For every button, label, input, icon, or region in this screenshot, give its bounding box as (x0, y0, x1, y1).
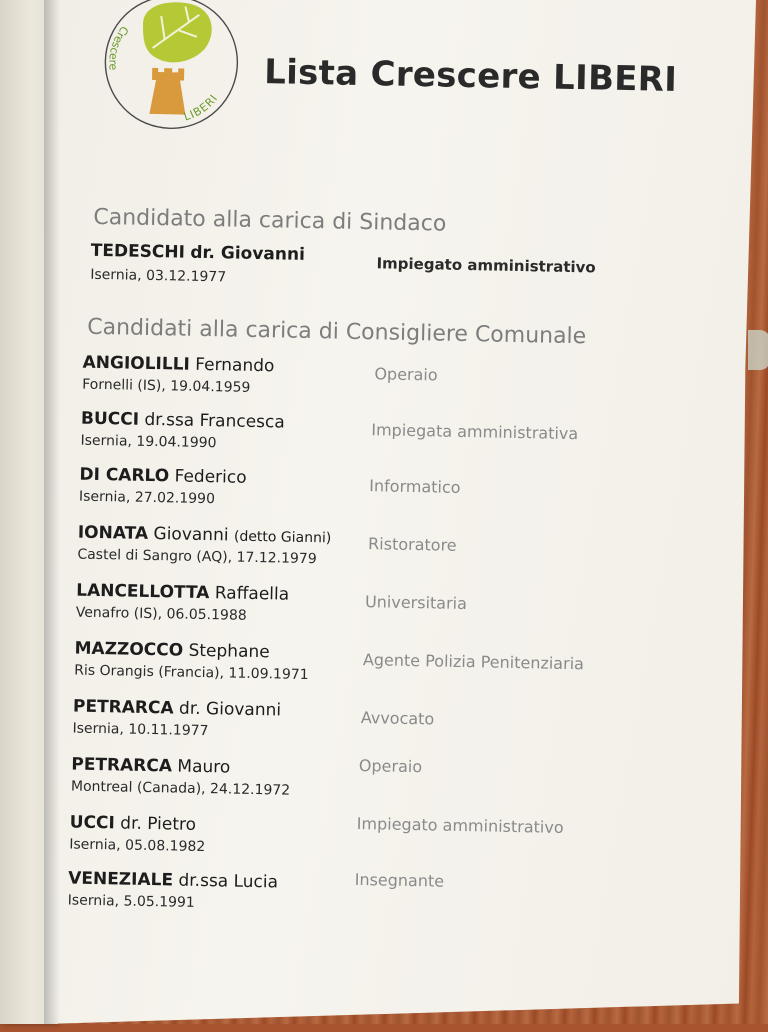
candidate-given-name: Mauro (177, 756, 231, 778)
candidate-name (70, 812, 197, 834)
candidate-job: Impiegato amministrativo (356, 813, 564, 837)
candidate-name (74, 639, 269, 663)
candidate-birth: Castel di Sangro (AQ), 17.12.1979 (77, 546, 317, 568)
candidate-name (73, 697, 281, 721)
list-title: Lista Crescere LIBERI (263, 52, 678, 101)
candidate-name (79, 465, 247, 488)
candidate-job: Insegnante (354, 869, 445, 891)
tower-icon (149, 68, 186, 115)
council-section-heading: Candidati alla carica di Consigliere Comunale (87, 314, 587, 350)
mayor-surname: TEDESCHI (90, 240, 186, 263)
candidate-job: Ristoratore (367, 534, 457, 555)
candidate-surname: LANCELLOTTA (76, 580, 210, 604)
candidate-birth: Ris Orangis (Francia), 11.09.1971 (74, 662, 309, 684)
mayor-job: Impiegato amministrativo (376, 254, 596, 277)
candidate-birth: Isernia, 10.11.1977 (72, 720, 209, 740)
candidate-birth: Isernia, 5.05.1991 (67, 892, 195, 911)
candidate-job: Universitaria (364, 592, 468, 614)
candidate-job: Avvocato (360, 708, 435, 729)
candidate-job: Operaio (374, 364, 438, 385)
candidate-surname: UCCI (69, 812, 116, 834)
candidate-given-name: Federico (174, 466, 247, 488)
candidate-name (76, 581, 289, 605)
candidate-given-name: Stephane (188, 640, 270, 663)
candidate-name (68, 868, 278, 892)
mayor-birth: Isernia, 03.12.1977 (90, 266, 227, 286)
candidate-given-name: dr.ssa Lucia (178, 870, 279, 893)
candidate-birth: Fornelli (IS), 19.04.1959 (82, 376, 251, 396)
candidate-surname: IONATA (77, 522, 149, 544)
candidate-given-name: dr. Pietro (120, 813, 197, 835)
candidate-surname: PETRARCA (72, 696, 174, 719)
candidate-birth: Isernia, 19.04.1990 (80, 432, 217, 452)
candidate-given-name: dr.ssa Francesca (144, 409, 285, 433)
candidate-surname: PETRARCA (71, 754, 173, 777)
candidate-job: Informatico (369, 476, 461, 497)
candidate-given-name: Raffaella (214, 583, 290, 605)
candidate-given-name: Fernando (195, 354, 275, 377)
candidate-name (82, 353, 274, 377)
crescere-liberi-logo (99, 0, 244, 134)
candidate-job: Agente Polizia Penitenziaria (362, 650, 585, 674)
mayor-given-name: dr. Giovanni (190, 242, 306, 265)
logo-text-crescere: Crescere (106, 23, 132, 71)
candidate-birth: Venafro (IS), 06.05.1988 (75, 604, 247, 624)
logo-text-liberi: LIBERI (182, 91, 221, 124)
mayor-section-heading: Candidato alla carica di Sindaco (93, 204, 447, 237)
candidate-given-name: dr. Giovanni (178, 698, 282, 721)
leaf-icon (142, 2, 212, 64)
candidate-surname: MAZZOCCO (74, 638, 184, 661)
mayor-name (91, 241, 306, 265)
candidate-given-name: Giovanni (153, 524, 229, 546)
candidate-name (78, 523, 332, 548)
candidate-birth: Isernia, 05.08.1982 (69, 836, 206, 856)
candidate-surname: BUCCI (80, 408, 140, 430)
candidate-birth: Montreal (Canada), 24.12.1972 (70, 778, 291, 799)
candidate-name (81, 409, 285, 433)
candidate-job: Impiegata amministrativa (371, 420, 579, 444)
candidate-birth: Isernia, 27.02.1990 (78, 488, 216, 508)
candidate-nickname: (detto Gianni) (233, 528, 332, 547)
candidate-job: Operaio (358, 756, 423, 777)
candidate-surname: DI CARLO (79, 464, 170, 487)
candidate-surname: VENEZIALE (67, 868, 174, 891)
candidate-name (71, 755, 230, 778)
candidate-surname: ANGIOLILLI (82, 352, 191, 375)
